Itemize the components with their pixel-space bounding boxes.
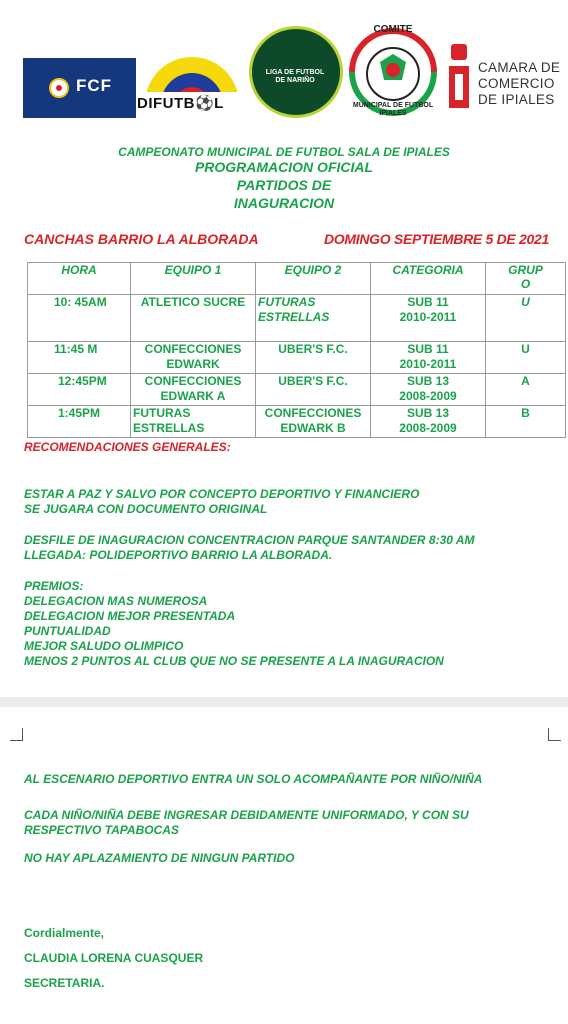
prize-item: PUNTUALIDAD — [24, 624, 111, 638]
cell-equipo-2: UBER'S F.C. — [256, 374, 371, 406]
cell-grupo: U — [486, 342, 566, 374]
companion-rule: AL ESCENARIO DEPORTIVO ENTRA UN SOLO ACOMPAÑANTE POR NIÑO/NIÑA — [24, 772, 483, 786]
cell-equipo-2: CONFECCIONES EDWARK B — [256, 406, 371, 438]
cell-categoria: SUB 11 2010-2011 — [371, 342, 486, 374]
cell-grupo: A — [486, 374, 566, 406]
matches-title: PARTIDOS DE — [236, 177, 332, 193]
table-row — [28, 374, 566, 406]
camara-comercio-logo — [445, 40, 565, 114]
header-categoria: CATEGORIA — [371, 263, 486, 295]
recommendations-heading: RECOMENDACIONES GENERALES: — [24, 440, 231, 454]
comite-municipal-logo — [344, 22, 442, 120]
fcf-logo-text: FCF — [76, 76, 113, 95]
match-schedule-table — [27, 262, 566, 438]
camara-line-2: COMERCIO — [478, 76, 555, 91]
header-hora: HORA — [28, 263, 131, 295]
cell-categoria: SUB 13 2008-2009 — [371, 406, 486, 438]
cell-equipo-1: ATLETICO SUCRE — [131, 295, 256, 342]
liga-logo-text: LIGA DE FUTBOL DE NARIÑO — [265, 69, 325, 84]
table-header-row — [28, 263, 566, 295]
arrival-line: LLEGADA: POLIDEPORTIVO BARRIO LA ALBORADA. — [24, 548, 333, 562]
cell-hora: 12:45PM — [28, 374, 131, 406]
postponement-rule: NO HAY APLAZAMIENTO DE NINGUN PARTIDO — [24, 851, 295, 865]
uniform-rule: CADA NIÑO/NIÑA DEBE INGRESAR DEBIDAMENTE UNIFORMADO, Y CON SU — [24, 808, 469, 822]
camara-emblem-icon — [445, 40, 475, 114]
championship-title: CAMPEONATO MUNICIPAL DE FUTBOL SALA DE IPIALES — [118, 145, 450, 159]
prize-item: DELEGACION MEJOR PRESENTADA — [24, 609, 236, 623]
official-schedule-title: PROGRAMACION OFICIAL — [194, 159, 374, 175]
fcf-emblem-icon — [49, 78, 69, 98]
prize-item: DELEGACION MAS NUMEROSA — [24, 594, 208, 608]
table-row — [28, 342, 566, 374]
cell-equipo-1: CONFECCIONES EDWARK A — [131, 374, 256, 406]
table-row — [28, 406, 566, 438]
uniform-rule-cont: RESPECTIVO TAPABOCAS — [24, 823, 179, 837]
header-grupo: GRUP O — [486, 263, 566, 295]
penalty-note: MENOS 2 PUNTOS AL CLUB QUE NO SE PRESENTE A LA INAGURACION — [24, 654, 444, 668]
prize-item: MEJOR SALUDO OLIMPICO — [24, 639, 184, 653]
comite-logo-title: COMITE — [373, 24, 413, 35]
cell-hora: 11:45 M — [28, 342, 131, 374]
cell-grupo: U — [486, 295, 566, 342]
recommendation-line: SE JUGARA CON DOCUMENTO ORIGINAL — [24, 502, 268, 516]
page-break — [0, 697, 568, 707]
cell-equipo-1: FUTURAS ESTRELLAS — [131, 406, 256, 438]
camara-line-1: CAMARA DE — [478, 60, 561, 75]
cell-equipo-2: UBER'S F.C. — [256, 342, 371, 374]
comite-logo-subtitle: MUNICIPAL DE FUTBOL IPIALES — [352, 102, 434, 117]
inauguration-title: INAGURACION — [233, 195, 335, 211]
cell-grupo: B — [486, 406, 566, 438]
signer-role: SECRETARIA. — [24, 976, 105, 990]
cell-hora: 1:45PM — [28, 406, 131, 438]
date-label: DOMINGO SEPTIEMBRE 5 DE 2021 — [324, 231, 549, 247]
venue-label: CANCHAS BARRIO LA ALBORADA — [24, 231, 259, 247]
liga-futbol-narino-logo — [249, 26, 343, 118]
cell-equipo-1: CONFECCIONES EDWARK — [131, 342, 256, 374]
cell-categoria: SUB 11 2010-2011 — [371, 295, 486, 342]
closing-salutation: Cordialmente, — [24, 926, 105, 940]
page-corner-mark — [548, 728, 561, 741]
recommendation-line: ESTAR A PAZ Y SALVO POR CONCEPTO DEPORTIVO Y FINANCIERO — [24, 487, 420, 501]
table-row — [28, 295, 566, 342]
difutbol-logo-text: DIFUTB⚽L — [137, 95, 224, 112]
camara-line-3: DE IPIALES — [478, 92, 555, 107]
signer-name: CLAUDIA LORENA CUASQUER — [24, 951, 204, 965]
page-corner-mark — [10, 728, 23, 741]
header-equipo-1: EQUIPO 1 — [131, 263, 256, 295]
fcf-logo — [23, 58, 136, 118]
camara-logo-text — [478, 60, 560, 108]
cell-categoria: SUB 13 2008-2009 — [371, 374, 486, 406]
prizes-heading: PREMIOS: — [24, 579, 84, 593]
difutbol-logo — [137, 34, 247, 118]
cell-equipo-2: FUTURAS ESTRELLAS — [256, 295, 371, 342]
parade-line: DESFILE DE INAGURACION CONCENTRACION PARQUE SANTANDER 8:30 AM — [24, 533, 475, 547]
cell-hora: 10: 45AM — [28, 295, 131, 342]
header-equipo-2: EQUIPO 2 — [256, 263, 371, 295]
